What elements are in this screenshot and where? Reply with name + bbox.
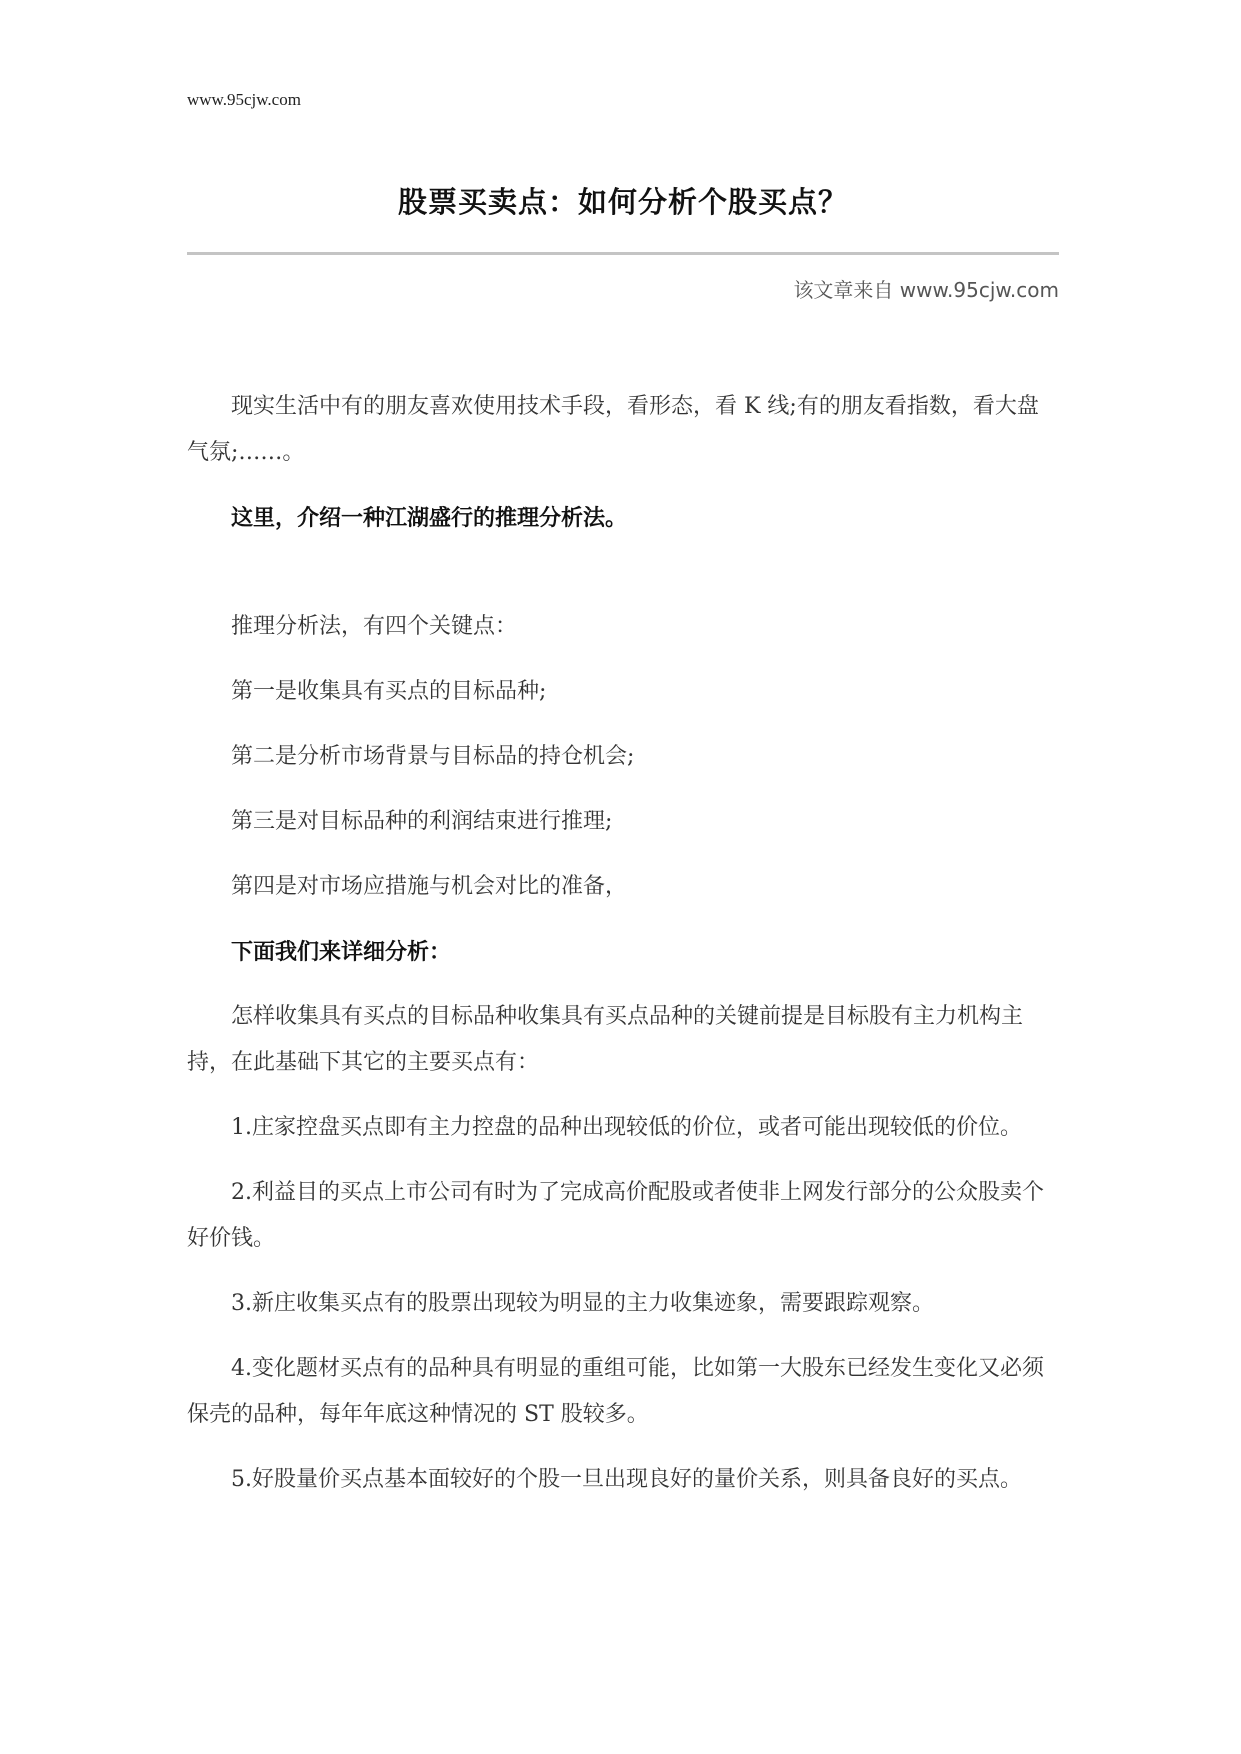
paragraph-buy-point-2: 2.利益目的买点上市公司有时为了完成高价配股或者使非上网发行部分的公众股卖个好价钱。: [187, 1180, 1044, 1251]
paragraph-detail-heading: 下面我们来详细分析：: [231, 939, 452, 965]
paragraph-point-2: 第二是分析市场背景与目标品的持仓机会;: [231, 744, 635, 769]
article-body: [187, 384, 1059, 1503]
paragraph-point-3: 第三是对目标品种的利润结束进行推理;: [231, 809, 613, 834]
paragraph-point-4: 第四是对市场应措施与机会对比的准备，: [231, 874, 628, 899]
source-prefix: 该文章来自: [793, 278, 894, 302]
title-divider: [187, 252, 1059, 255]
paragraph-point-1: 第一是收集具有买点的目标品种;: [231, 679, 547, 704]
paragraph-buy-point-1: 1.庄家控盘买点即有主力控盘的品种出现较低的价位，或者可能出现较低的价位。: [231, 1115, 1022, 1140]
paragraph-method-intro: 这里，介绍一种江湖盛行的推理分析法。: [231, 505, 628, 531]
article-source: [793, 274, 1059, 303]
paragraph-buy-point-3: 3.新庄收集买点有的股票出现较为明显的主力收集迹象，需要跟踪观察。: [231, 1291, 934, 1316]
site-url-header: www.95cjw.com: [187, 90, 301, 109]
paragraph-collect-targets: 怎样收集具有买点的目标品种收集具有买点品种的关键前提是目标股有主力机构主持，在此基础下其它的主要买点有：: [187, 1004, 1024, 1075]
article-title: 股票买卖点：如何分析个股买点？: [397, 185, 848, 219]
paragraph-key-points: 推理分析法，有四个关键点：: [231, 614, 518, 639]
paragraph-buy-point-5: 5.好股量价买点基本面较好的个股一旦出现良好的量价关系，则具备良好的买点。: [231, 1467, 1022, 1492]
paragraph-intro: 现实生活中有的朋友喜欢使用技术手段，看形态，看 K 线;有的朋友看指数，看大盘气氛;……。: [187, 394, 1039, 465]
paragraph-buy-point-4: 4.变化题材买点有的品种具有明显的重组可能，比如第一大股东已经发生变化又必须保壳的品种，每年年底这种情况的 ST 股较多。: [187, 1356, 1044, 1427]
source-url: www.95cjw.com: [899, 278, 1059, 302]
